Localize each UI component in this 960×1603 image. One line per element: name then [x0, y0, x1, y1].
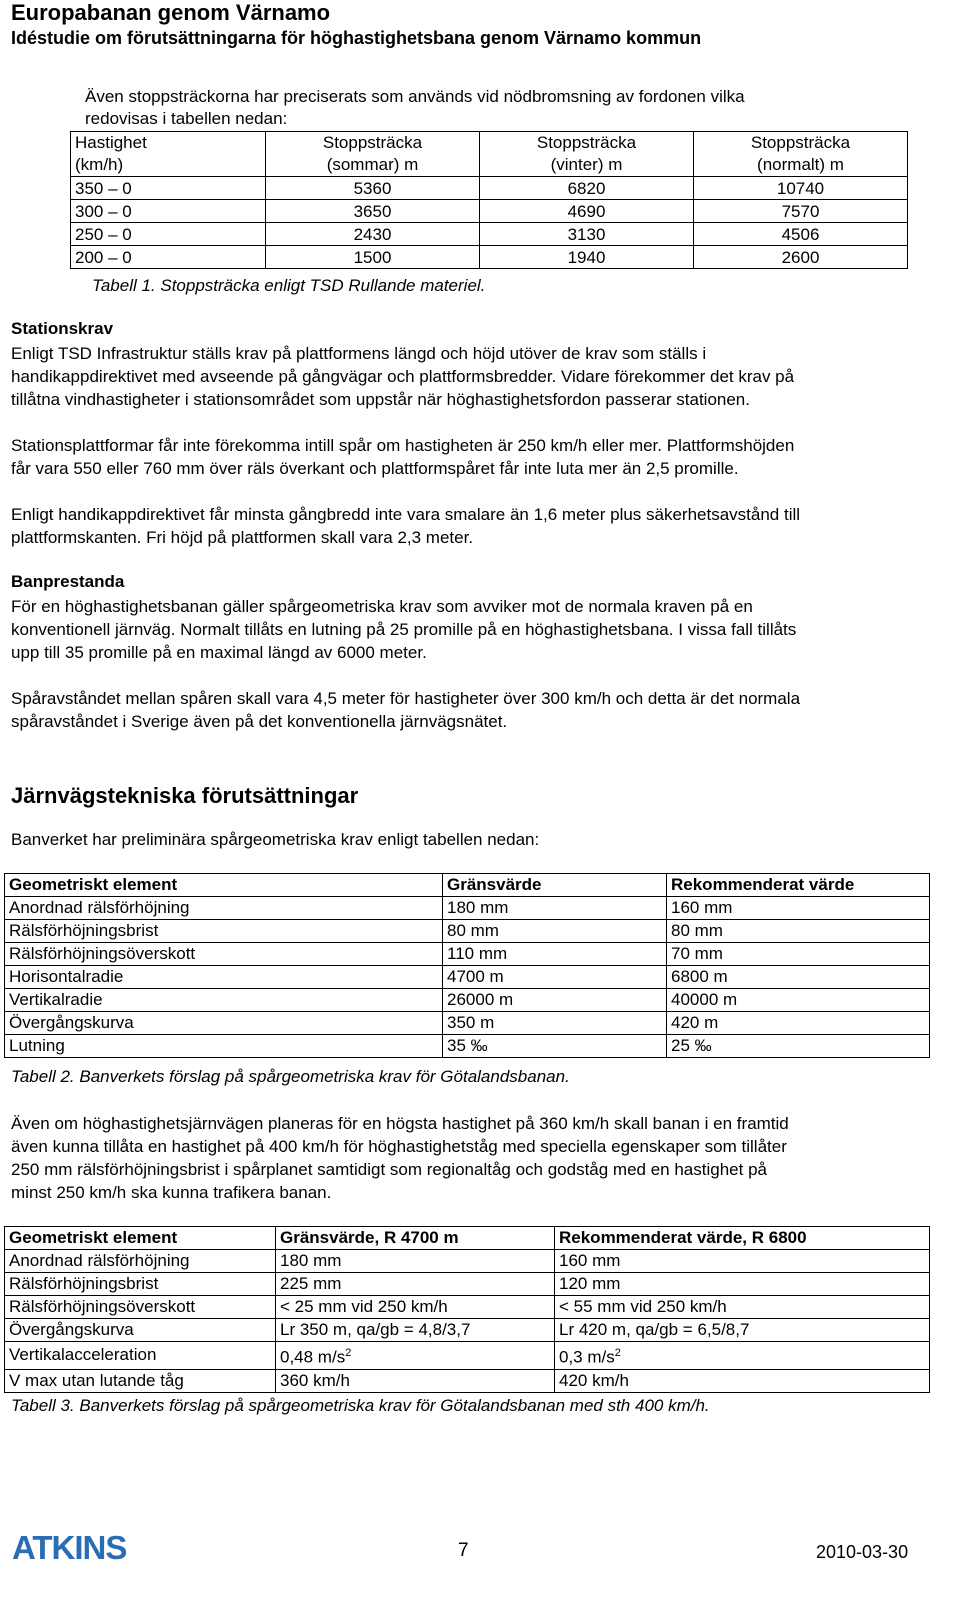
table-header-row — [5, 874, 930, 897]
cell-text: 0,48 m/s — [280, 1347, 346, 1367]
table-row — [5, 1369, 930, 1392]
cell-text: Vertikalacceleration — [9, 1345, 157, 1365]
table-caption: Tabell 1. Stoppsträcka enligt TSD Rullande materiel. — [92, 276, 486, 295]
paragraph-line: plattformskanten. Fri höjd på plattformen skall vara 2,3 meter. — [11, 528, 474, 547]
paragraph — [11, 434, 794, 480]
table-header-cell: Geometriskt element — [5, 1227, 276, 1250]
table-cell: 160 mm — [555, 1250, 930, 1273]
table-cell: Rälsförhöjningsöverskott — [5, 943, 443, 966]
section-heading: Stationskrav — [11, 319, 114, 338]
table-cell: 26000 m — [443, 989, 667, 1012]
table-row — [5, 966, 930, 989]
table-cell: 300 – 0 — [71, 200, 266, 223]
table-cell: 350 m — [443, 1012, 667, 1035]
table-header-cell — [694, 132, 908, 177]
paragraph-line: handikappdirektivet med avseende på gångvägar och plattformsbredder. Vidare förekommer det krav på — [11, 367, 795, 386]
table-cell: Rälsförhöjningsbrist — [5, 1273, 276, 1296]
table-cell: 420 km/h — [555, 1369, 930, 1392]
table-row — [5, 1273, 930, 1296]
table-row — [5, 989, 930, 1012]
table-row — [5, 1035, 930, 1058]
table-cell: Anordnad rälsförhöjning — [5, 897, 443, 920]
table-cell: 180 mm — [443, 897, 667, 920]
stopping-distance-table — [70, 131, 908, 269]
table-cell: Vertikalradie — [5, 989, 443, 1012]
table-row — [5, 897, 930, 920]
table-cell: 3650 — [266, 200, 480, 223]
header-text: Hastighet — [75, 133, 147, 152]
header-text: (km/h) — [75, 155, 124, 174]
table-row — [5, 1319, 930, 1342]
header-text: Stoppsträcka — [750, 133, 851, 152]
table-cell: 110 mm — [443, 943, 667, 966]
table-cell: Horisontalradie — [5, 966, 443, 989]
table-cell: 25 ‰ — [667, 1035, 930, 1058]
table-header-cell: Geometriskt element — [5, 874, 443, 897]
table-cell: Övergångskurva — [5, 1319, 276, 1342]
table-row — [5, 1296, 930, 1319]
table-cell: 250 – 0 — [71, 223, 266, 246]
paragraph-line: spåravståndet i Sverige även på det konventionella järnvägsnätet. — [11, 712, 508, 731]
paragraph — [11, 503, 800, 549]
paragraph-line: får vara 550 eller 760 mm över räls överkant och plattformspåret får inte luta mer än 2,5 promille. — [11, 459, 739, 478]
atkins-logo — [12, 1530, 142, 1569]
paragraph-line: även kunna tillåta en hastighet på 400 km/h för höghastighetståg med speciella egenskaper som tillåter — [11, 1137, 787, 1156]
header-text: (vinter) m — [550, 155, 623, 174]
table-row — [5, 920, 930, 943]
table-cell: 6800 m — [667, 966, 930, 989]
paragraph-line: konventionell järnväg. Normalt tillåts en lutning på 25 promille på en höghastighetsbana. I vissa fall tillåts — [11, 620, 797, 639]
atkins-logo-graphic — [12, 1530, 142, 1564]
table-cell: Lr 420 m, qa/gb = 6,5/8,7 — [555, 1319, 930, 1342]
table-cell: 3130 — [480, 223, 694, 246]
table-cell: 200 – 0 — [71, 246, 266, 269]
header-text: Stoppsträcka — [322, 133, 423, 152]
section-intro: Banverket har preliminära spårgeometriska krav enligt tabellen nedan: — [11, 830, 540, 849]
table-cell: 350 – 0 — [71, 177, 266, 200]
table-cell: Rälsförhöjningsbrist — [5, 920, 443, 943]
table-cell: 180 mm — [276, 1250, 555, 1273]
table-cell: 2430 — [266, 223, 480, 246]
table-header-cell: Rekommenderat värde — [667, 874, 930, 897]
table-row — [71, 246, 908, 269]
table-cell: 4506 — [694, 223, 908, 246]
table-cell: 160 mm — [667, 897, 930, 920]
header-text: Stoppsträcka — [536, 133, 637, 152]
table-row — [5, 943, 930, 966]
table-cell: < 55 mm vid 250 km/h — [555, 1296, 930, 1319]
table-caption: Tabell 3. Banverkets förslag på spårgeometriska krav för Götalandsbanan med sth 400 km/h. — [11, 1396, 710, 1415]
table-row — [71, 177, 908, 200]
intro-line: redovisas i tabellen nedan: — [85, 109, 288, 128]
table-cell: 80 mm — [443, 920, 667, 943]
paragraph — [11, 342, 794, 411]
paragraph — [11, 595, 796, 664]
paragraph-line: upp till 35 promille på en maximal längd av 6000 meter. — [11, 643, 427, 662]
table-header-cell: Gränsvärde, R 4700 m — [276, 1227, 555, 1250]
table-cell — [276, 1342, 555, 1370]
table-header-row — [71, 132, 908, 177]
document-title: Europabanan genom Värnamo — [11, 0, 331, 25]
table-header-row — [5, 1227, 930, 1250]
paragraph — [11, 687, 800, 733]
superscript: 2 — [614, 1347, 621, 1359]
intro-line: Även stoppsträckorna har preciserats som används vid nödbromsning av fordonen vilka — [85, 87, 745, 106]
table-caption: Tabell 2. Banverkets förslag på spårgeometriska krav för Götalandsbanan. — [11, 1067, 570, 1086]
table-cell — [555, 1342, 930, 1370]
paragraph-line: Spåravståndet mellan spåren skall vara 4,5 meter för hastigheter över 300 km/h och detta är det normala — [11, 689, 801, 708]
paragraph-line: Enligt handikappdirektivet får minsta gångbredd inte vara smalare än 1,6 meter plus säkerhetsavstånd till — [11, 505, 801, 524]
document-subtitle: Idéstudie om förutsättningarna för höghastighetsbana genom Värnamo kommun — [11, 28, 702, 48]
paragraph — [11, 1112, 789, 1204]
cell-text: 0,3 m/s — [559, 1347, 615, 1367]
header-text: (sommar) m — [326, 155, 419, 174]
table-header-cell: Gränsvärde — [443, 874, 667, 897]
table-cell: 2600 — [694, 246, 908, 269]
table-row — [5, 1012, 930, 1035]
paragraph-line: tillåtna vindhastigheter i stationsområdet som uppstår när höghastighetsfordon passerar stationen. — [11, 390, 750, 409]
table-cell: 10740 — [694, 177, 908, 200]
paragraph-line: 250 mm rälsförhöjningsbrist i spårplanet samtidigt som regionaltåg och godståg med en hastighet på — [11, 1160, 767, 1179]
table-cell: 40000 m — [667, 989, 930, 1012]
table-header-cell — [266, 132, 480, 177]
table-cell: Lutning — [5, 1035, 443, 1058]
paragraph-line: Stationsplattformar får inte förekomma intill spår om hastigheten är 250 km/h eller mer. Plattformshöjden — [11, 436, 795, 455]
table-cell — [5, 1342, 276, 1370]
table-row — [71, 223, 908, 246]
table-row — [5, 1250, 930, 1273]
table-cell: 80 mm — [667, 920, 930, 943]
table-cell: 7570 — [694, 200, 908, 223]
table-cell: 6820 — [480, 177, 694, 200]
table-cell: 4700 m — [443, 966, 667, 989]
paragraph-line: minst 250 km/h ska kunna trafikera banan. — [11, 1183, 332, 1202]
table-row — [71, 200, 908, 223]
table-cell: 70 mm — [667, 943, 930, 966]
section-heading: Banprestanda — [11, 572, 125, 591]
superscript: 2 — [345, 1347, 352, 1359]
svg-text:ATKINS: ATKINS — [12, 1530, 127, 1564]
table-cell: 225 mm — [276, 1273, 555, 1296]
table-cell: 1500 — [266, 246, 480, 269]
paragraph-line: Enligt TSD Infrastruktur ställs krav på plattformens längd och höjd utöver de krav som ställs i — [11, 344, 707, 363]
table-cell: < 25 mm vid 250 km/h — [276, 1296, 555, 1319]
table-cell: Lr 350 m, qa/gb = 4,8/3,7 — [276, 1319, 555, 1342]
table-cell: Övergångskurva — [5, 1012, 443, 1035]
table-cell: Rälsförhöjningsöverskott — [5, 1296, 276, 1319]
table-cell: 120 mm — [555, 1273, 930, 1296]
track-geometry-400-table — [4, 1226, 930, 1393]
section-title: Järnvägstekniska förutsättningar — [11, 783, 359, 808]
page-number: 7 — [458, 1540, 469, 1561]
paragraph-line: För en höghastighetsbanan gäller spårgeometriska krav som avviker mot de normala kraven på en — [11, 597, 753, 616]
table-row — [5, 1342, 930, 1370]
table-cell: 5360 — [266, 177, 480, 200]
table-cell: Anordnad rälsförhöjning — [5, 1250, 276, 1273]
track-geometry-table — [4, 873, 930, 1058]
table-header-cell: Rekommenderat värde, R 6800 — [555, 1227, 930, 1250]
table-cell: 4690 — [480, 200, 694, 223]
table-header-cell — [71, 132, 266, 177]
table-cell: 360 km/h — [276, 1369, 555, 1392]
table-cell: 35 ‰ — [443, 1035, 667, 1058]
table-cell: V max utan lutande tåg — [5, 1369, 276, 1392]
paragraph-line: Även om höghastighetsjärnvägen planeras för en högsta hastighet på 360 km/h skall banan i en framtid — [11, 1114, 789, 1133]
header-text: (normalt) m — [757, 155, 844, 174]
table-cell: 1940 — [480, 246, 694, 269]
table-header-cell — [480, 132, 694, 177]
intro-paragraph — [85, 86, 745, 130]
table-cell: 420 m — [667, 1012, 930, 1035]
document-date: 2010-03-30 — [816, 1542, 909, 1562]
